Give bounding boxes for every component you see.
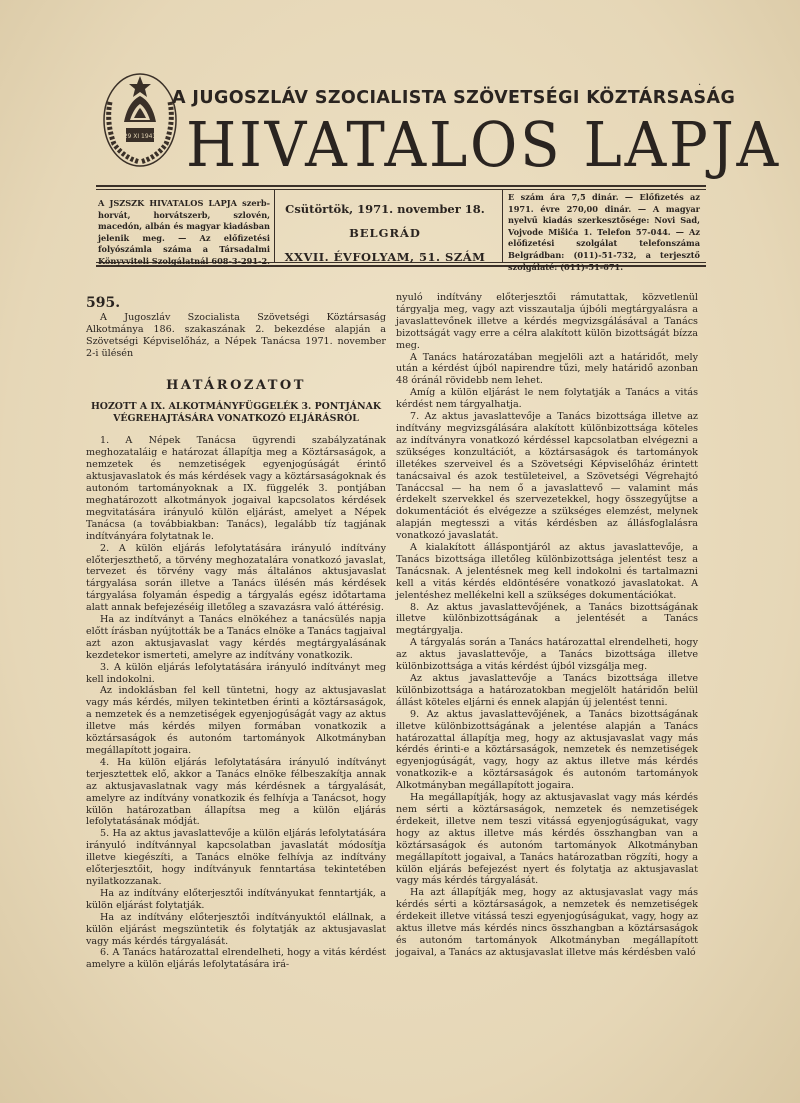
top-rule-thin [96,189,706,190]
document-number: 595. [86,295,121,311]
price-info: E szám ára 7,5 dinár. — Előfizetés az 1971. évre 270,00 dinár. — A magyar nyelvű kiadás szerkesztősége: Novi Sad, Vojvode Mišića 1. Telefon 57-044. — Az előfizetési szolgálat telefonszáma Belgrádban: (011)-51-732, a terjesztő szolgálaté: (011)-51-671. [508,192,700,272]
paragraph: 4. Ha külön eljárás lefolytatására irányuló indítványt terjesztettek elő, akkor a Tanács elnöke félbeszakítja annak az aktusjavaslatnak vagy más kérdésnek a tárgyalását, amelyre az indítvány vonatkozik és felhívja a Tanácsot, hogy külön határozatban állapítsa meg a külön eljárás lefolytatásának módját. [86,756,386,828]
paragraph: Az aktus javaslattevője a Tanács bizottsága illetve különbizottsága a határozatokban megjelölt határidőn belül állást köteles eljárni és ennek alapján új jelentést tenni. [396,673,698,708]
info-divider-left [274,190,275,262]
decision-subheading: HOZOTT A IX. ALKOTMÁNYFÜGGELÉK 3. PONTJÁNAK VÉGREHAJTÁSÁRA VONATKOZÓ ELJÁRÁSRÓL [90,401,382,425]
paragraph: 3. A külön eljárás lefolytatására irányuló indítványt meg kell indokolni. [86,661,386,685]
paragraph: A Tanács határozatában megjelöli azt a határidőt, mely után a kérdést újból napirendre tűzi, mely határidő azonban 48 óránál rövidebb nem lehet. [396,351,698,387]
paragraph: Amíg a külön eljárást le nem folytatják a Tanács a vitás kérdést nem tárgyalhatja. [396,387,698,411]
paragraph: Az indoklásban fel kell tüntetni, hogy az aktusjavaslat vagy más kérdés, milyen tekintetben érinti a köztársaságok, a nemzetek és a nemzetiségek egyenjogúságát vagy az aktus illetve más kérdés milyen formában vonatkozik a köztársaságok és autonóm tartományok Alkotmányban megállapított jogaira. [86,685,386,756]
paragraph: 6. A Tanács határozattal elrendelheti, hogy a vitás kérdést amelyre a külön eljárás lefolytatására irá- [86,947,386,971]
issue-city: BELGRÁD [349,226,421,240]
paragraph: A tárgyalás során a Tanács határozattal elrendelheti, hogy az aktus javaslattevője, a Tanács bizottsága illetve különbizottsága a vitás kérdést újból vizsgálja meg. [396,637,698,673]
masthead-title: HIVATALOS LAPJA [186,108,781,181]
paragraph: 2. A külön eljárás lefolytatására irányuló indítvány előterjeszthető, a törvény meghozatalára vonatkozó javaslat, tervezet és törvény vagy más általános aktusjavaslat tárgyalása során illetve a Tanács ülésén más kérdések tárgyalása folyamán éspedig a tárgyalás egész időtartama alatt annak befejezéséig illetőleg a szavazásra való áttérésig. [86,542,386,614]
publication-info: A JSZSZK HIVATALOS LAPJA szerb-horvát, horvátszerb, szlovén, macedón, albán és magyar kiadásban jelenik meg. — Az előfizetési folyószámla száma a Társadalmi Könyvviteli Szolgálatnál 608-3-291-2. [98,198,270,266]
issue-date: Csütörtök, 1971. november 18. [285,202,485,216]
issue-info [280,196,490,264]
republic-name: A JUGOSZLÁV SZOCIALISTA SZÖVETSÉGI KÖZTÁRSASÁG [172,88,736,108]
paragraph: Ha megállapítják, hogy az aktusjavaslat vagy más kérdés nem sérti a köztársaságok, nemzetek és nemzetiségek érdekeit, illetve nem teszi vitássá egyenjogúságukat, vagy hogy az aktus illetve más kérdés összhangban van a köztársaságok és autonóm tartományok Alkotmányban megállapított jogaival, a Tanács határozatban rögzíti, hogy a külön eljárás befejezést nyert és folytatja az aktusjavaslat vagy más kérdés tárgyalását. [396,792,698,887]
paragraph: 5. Ha az aktus javaslattevője a külön eljárás lefolytatására irányuló indítvánnyal kapcsolatban javaslatát módosítja illetve kiegészíti, a Tanács elnöke felhívja az indítvány előterjesztőit, hogy indítványuk fenntartása tekintetében nyilatkozzanak. [86,828,386,887]
paragraph: 9. Az aktus javaslattevőjének, a Tanács bizottságának illetve különbizottságának a jelentése alapján a Tanács határozattal állapítja meg, hogy az aktusjavaslat vagy más kérdés érinti-e a köztársaságok, nemzetek és nemzetiségek egyenjogúságát, vagy, hogy az aktus illetve más kérdés vonatkozik-e a köztársaságok és autonóm tartományok Alkotmányban megállapított jogaira. [396,708,698,792]
paragraph: 1. A Népek Tanácsa ügyrendi szabályzatának meghozataláig e határozat állapítja meg a Köztársaságok, a nemzetek és nemzetiségek egyenjogúságát érintő aktusjavaslatok és más kérdések vagy a köztársaságoknak és autonóm tartományoknak a IX. függelék 3. pontjában meghatározott alkotmányok jogaival kapcsolatos kérdések megvitatására irányuló külön eljárást, amelyet a Népek Tanácsa (a továbbiakban: Tanács), legalább tíz tagjának indítványára folytatnak le. [86,435,386,542]
paragraph: 8. Az aktus javaslattevőjének, a Tanács bizottságának illetve különbizottságának a jelentését a Tanács megtárgyalja. [396,601,698,637]
left-column [86,292,386,971]
paragraph: Ha az indítvány előterjesztői indítványuktól elállnak, a külön eljárást megszüntetik és folytatják az aktusjavaslat vagy más kérdés tárgyalását. [86,911,386,947]
issue-volume: XXVII. ÉVFOLYAM, 51. SZÁM [284,250,486,264]
paragraph: Ha azt állapítják meg, hogy az aktusjavaslat vagy más kérdés sérti a köztársaságok, a nemzetek és nemzetiségek érdekeit illetve vitássá teszi egyenjogúságukat, vagy, hogy az aktus illetve más kérdés nincs összhangban a köztársaságok és autonóm tartományok Alkotmányban megállapított jogaival, a Tanács az aktusjavaslat illetve más kérdésben való [396,887,698,958]
corner-mark: · [698,80,702,91]
right-column [396,292,698,959]
paragraph: Ha az indítványt a Tanács elnökéhez a tanácsülés napja előtt írásban nyújtották be a Tanács elnöke a Tanács tagjaival azt azon aktusjavaslat vagy kérdés megtárgyalásának kezdetekor ismerteti, amelyre az indítvány vonatkozik. [86,614,386,661]
paragraph: nyuló indítvány előterjesztői rámutattak, közvetlenül tárgyalja meg, vagy azt visszautalja újbóli megtárgyalásra a javaslattevőnek illetve a kérdés megvizsgálásával a Tanács bizottságát vagy erre a célra alakított külön bizottságát bízza meg. [396,292,698,351]
top-rule [96,185,706,187]
preamble: A Jugoszláv Szocialista Szövetségi Köztársaság Alkotmánya 186. szakaszának 2. bekezdése alapján a Szövetségi Képviselőház, a Népek Tanácsa 1971. november 2-i ülésén [86,311,386,359]
info-divider-right [502,190,503,262]
decision-heading: HATÁROZATOT [166,377,306,393]
emblem-date: 29 XI 1943 [123,133,157,140]
paragraph: 7. Az aktus javaslattevője a Tanács bizottsága illetve az indítvány megvizsgálására alakított különbizottsága köteles az indítványra vonatkozó kérdéssel kapcsolatban elvégezni a szükséges konzultációt, a köztársaságok és tartományok illetékes szerveivel és a Szövetségi Képviselőház érintett tanácsaival és azok testületeivel, a Szövetségi Végrehajtó Tanáccsal — ha nem ő a javaslattevő — valamint más érdekelt szervekkel és szervezetekkel, hogy összegyűjtse a dokumentációt és elvégezze a szükséges elemzést, melynek alapján megtesszi a vitás kérdésben az állásfoglalásra vonatkozó javaslatát. [396,411,698,542]
paragraph: Ha az indítvány előterjesztői indítványukat fenntartják, a külön eljárást folytatják. [86,887,386,911]
paragraph: A kialakított álláspontjáról az aktus javaslattevője, a Tanács bizottsága illetőleg különbizottsága jelentést tesz a Tanácsnak. A jelentésnek meg kell indokolni és tartalmazni kell a vitás kérdés eldöntésére vonatkozó javaslatokat. A jelentéshez mellékelni kell a szükséges dokumentációkat. [396,542,698,601]
coat-of-arms-icon [100,62,180,174]
